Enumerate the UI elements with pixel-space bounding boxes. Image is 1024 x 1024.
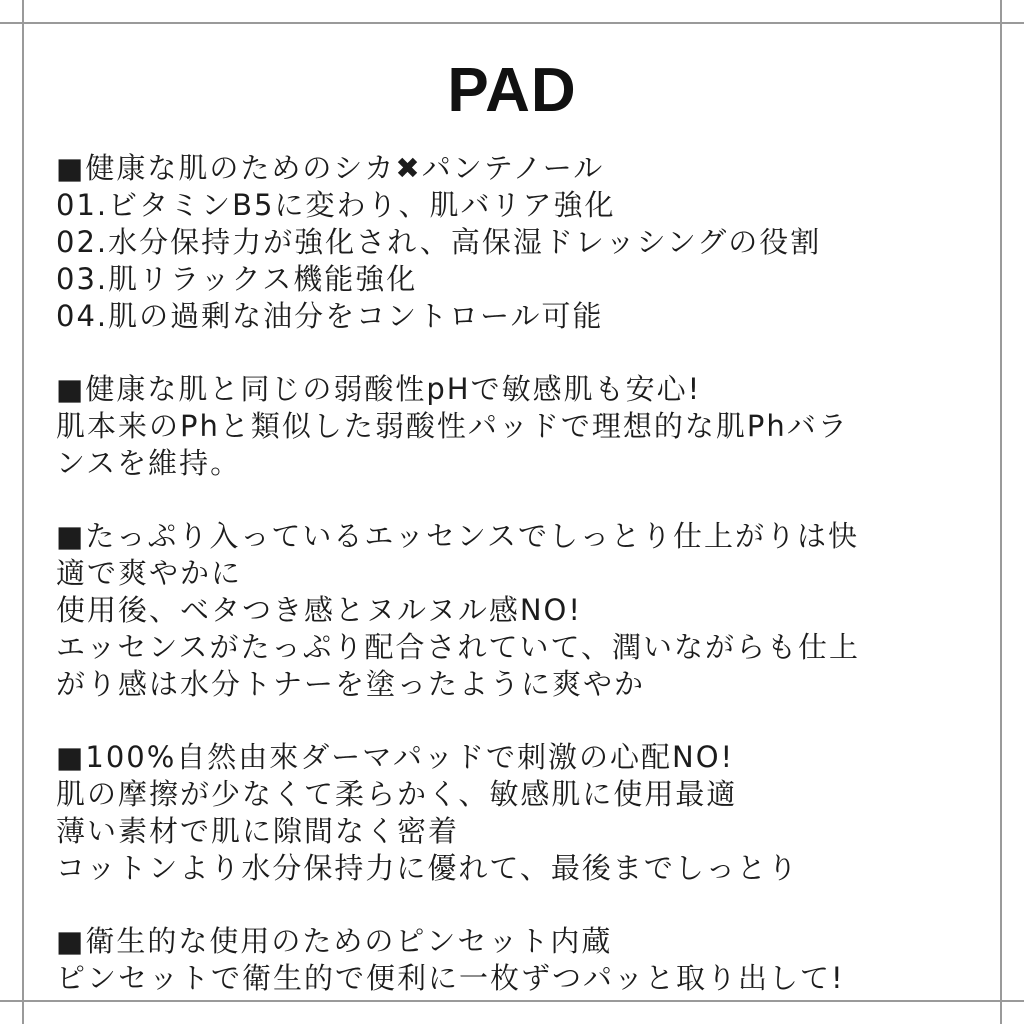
- text-line: 肌本来のPhと類似した弱酸性パッドで理想的な肌Phバラ: [56, 409, 849, 443]
- section-heading: ■健康な肌のためのシカ✖パンテノール: [56, 151, 605, 185]
- section-heading: ■健康な肌と同じの弱酸性pHで敏感肌も安心!: [56, 372, 702, 406]
- section-weak-acid-ph: [56, 371, 976, 482]
- section-derma-pad: [56, 739, 976, 887]
- text-line: 肌の摩擦が少なくて柔らかく、敏感肌に使用最適: [56, 777, 738, 811]
- text-line: 適で爽やかに: [56, 556, 243, 590]
- content-body: [56, 150, 976, 1024]
- frame-left-border: [22, 0, 24, 1024]
- text-line: 01.ビタミンB5に変わり、肌バリア強化: [56, 188, 616, 222]
- text-line: がり感は水分トナーを塗ったように爽やか: [56, 667, 646, 701]
- section-heading: ■たっぷり入っているエッセンスでしっとり仕上がりは快: [56, 519, 859, 553]
- section-heading: ■100%自然由來ダーマパッドで刺激の心配NO!: [56, 740, 735, 774]
- text-line: コットンより水分保持力に優れて、最後までしっとり: [56, 851, 799, 885]
- section-cica-panthenol: [56, 150, 976, 335]
- section-essence: [56, 518, 976, 703]
- text-line: 02.水分保持力が強化され、高保湿ドレッシングの役割: [56, 225, 822, 259]
- section-tweezers: [56, 923, 976, 997]
- page-title: PAD: [447, 56, 577, 125]
- text-line: 04.肌の過剰な油分をコントロール可能: [56, 299, 604, 333]
- section-heading: ■衛生的な使用のためのピンセット内蔵: [56, 924, 613, 958]
- frame-top-border: [0, 22, 1024, 24]
- text-line: 薄い素材で肌に隙間なく密着: [56, 814, 460, 848]
- text-line: 使用後、ベタつき感とヌルヌル感NO!: [56, 593, 582, 627]
- text-line: ピンセットで衛生的で便利に一枚ずつパッと取り出して!: [56, 961, 845, 995]
- text-line: 03.肌リラックス機能強化: [56, 262, 418, 296]
- text-line: ンスを維持。: [56, 446, 242, 480]
- frame-right-border: [1000, 0, 1002, 1024]
- text-line: エッセンスがたっぷり配合されていて、潤いながらも仕上: [56, 630, 860, 664]
